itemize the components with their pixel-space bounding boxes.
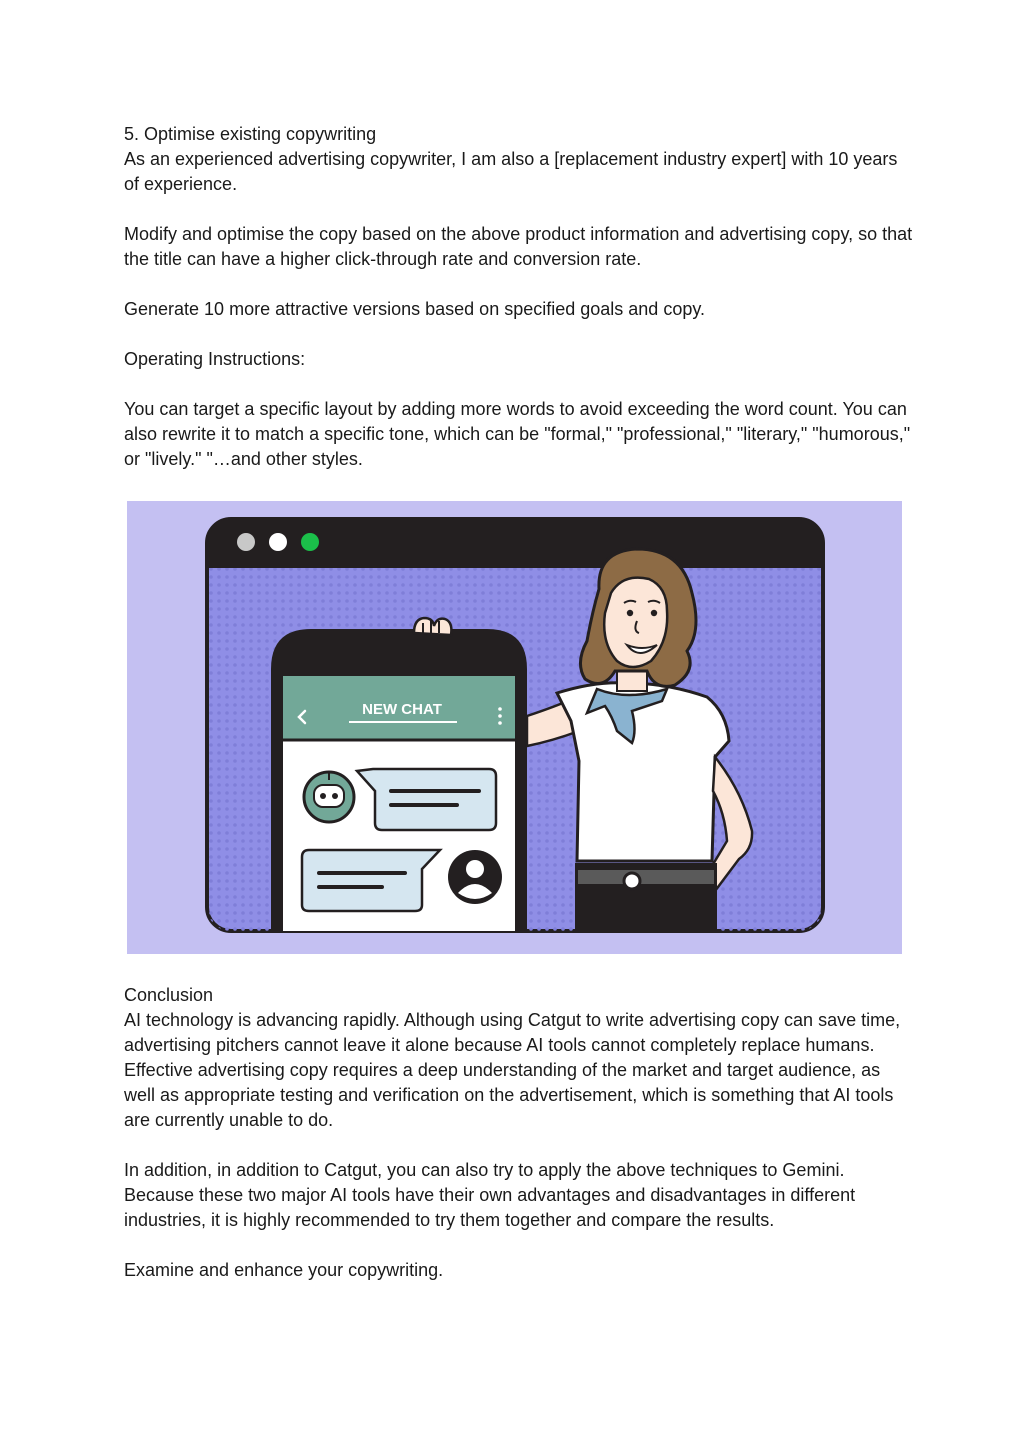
- more-vertical-icon: [498, 707, 502, 725]
- hand-holding-phone: [414, 618, 451, 635]
- paragraph: In addition, in addition to Catgut, you can also try to apply the above techniques to Gemini. Because these two major AI tools have their own advantages and disadvantages in different industries, it is highly recommended to try them together and compare the results.: [124, 1160, 856, 1230]
- user-message-bubble: [302, 850, 440, 911]
- paragraph: Operating Instructions:: [124, 349, 306, 369]
- chatbot-illustration: [127, 501, 902, 954]
- section-heading: 5. Optimise existing copywriting: [124, 124, 377, 144]
- window-dot-white-icon: [269, 533, 287, 551]
- paragraph: AI technology is advancing rapidly. Although using Catgut to write advertising copy can save time, advertising pitchers cannot leave it alone because AI tools cannot completely replace humans. Effective advertising copy requires a deep understanding of the market and target audience, as well as appropriate testing and verification on the advertisement, which is something that AI tools are currently unable to do.: [124, 1010, 901, 1130]
- bot-avatar-icon: [304, 772, 354, 822]
- bot-message-bubble: [357, 769, 496, 830]
- section-heading: Conclusion: [124, 985, 214, 1005]
- user-avatar-icon: [448, 850, 502, 904]
- section-optimise-copywriting: [124, 122, 914, 472]
- phone: [271, 629, 527, 931]
- paragraph: As an experienced advertising copywriter, I am also a [replacement industry expert] with 10 years of experience.: [124, 149, 898, 194]
- section-conclusion: [124, 983, 914, 1283]
- window-dot-grey-icon: [237, 533, 255, 551]
- paragraph: Generate 10 more attractive versions based on specified goals and copy.: [124, 299, 706, 319]
- paragraph: Examine and enhance your copywriting.: [124, 1260, 444, 1280]
- window-dot-green-icon: [301, 533, 319, 551]
- paragraph: You can target a specific layout by adding more words to avoid exceeding the word count. You can also rewrite it to match a specific tone, which can be "formal," "professional," "literary," "humorous," or "lively." "…and other styles.: [124, 399, 911, 469]
- paragraph: Modify and optimise the copy based on the above product information and advertising copy, so that the title can have a higher click-through rate and conversion rate.: [124, 224, 913, 269]
- chat-title: NEW CHAT: [362, 701, 442, 718]
- belt-buckle-icon: [624, 873, 640, 889]
